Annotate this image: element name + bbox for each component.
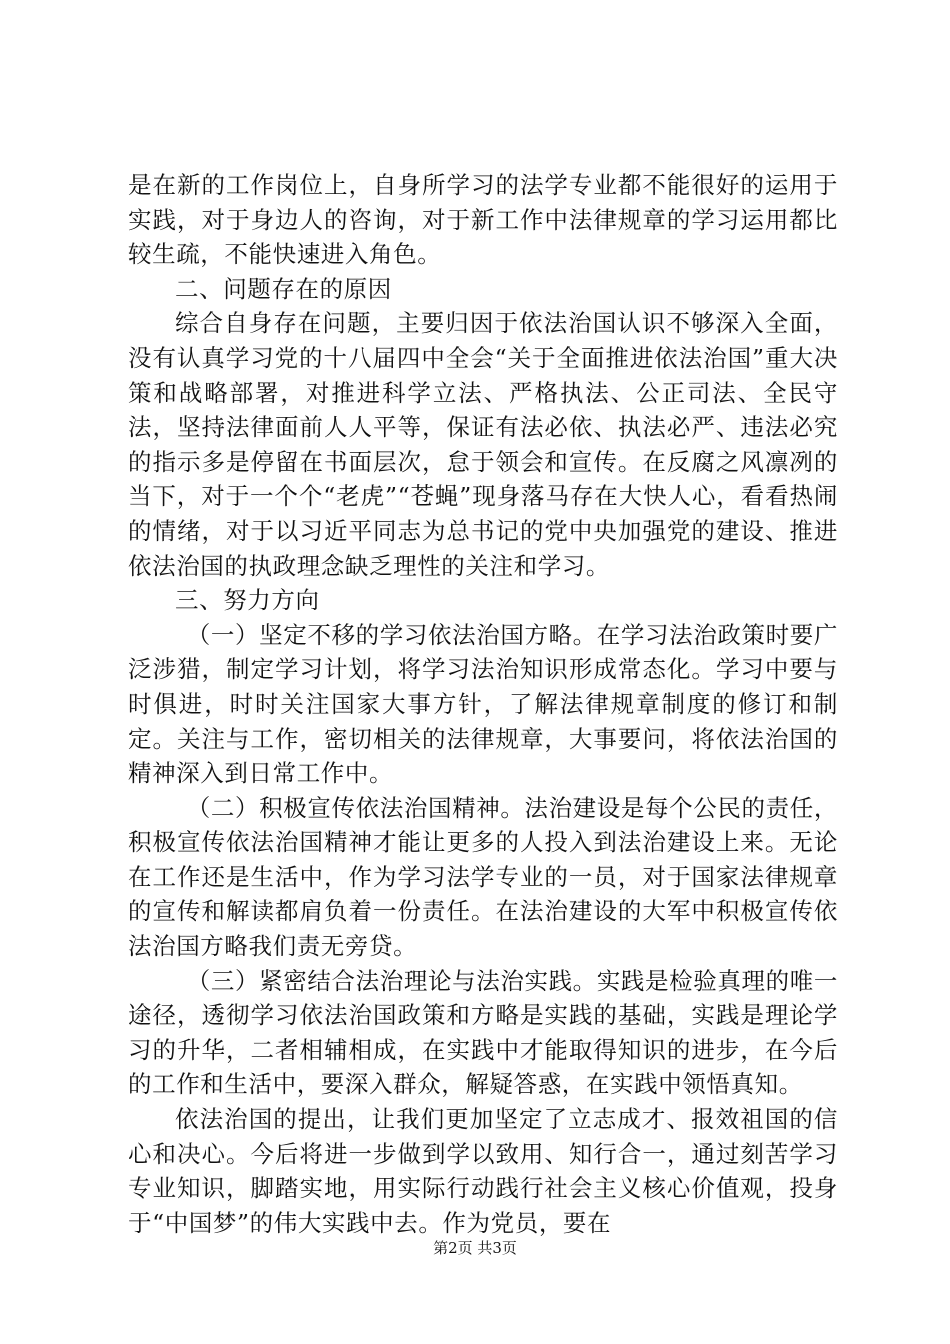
body-paragraph: （三）紧密结合法治理论与法治实践。实践是检验真理的唯一途径，透彻学习依法治国政策和方略是实践的基础，实践是理论学习的升华，二者相辅相成，在实践中才能取得知识的进步，在今后的工作和生活中，要深入群众，解疑答惑，在实践中领悟真知。 (128, 966, 838, 1099)
body-paragraph: （一）坚定不移的学习依法治国方略。在学习法治政策时要广泛涉猎，制定学习计划，将学习法治知识形成常态化。学习中要与时俱进，时时关注国家大事方针，了解法律规章制度的修订和制定。关注与工作，密切相关的法律规章，大事要问，将依法治国的精神深入到日常工作中。 (128, 620, 838, 788)
section-heading: 二、问题存在的原因 (175, 274, 392, 303)
body-paragraph: 是在新的工作岗位上，自身所学习的法学专业都不能很好的运用于实践，对于身边人的咨询，对于新工作中法律规章的学习运用都比较生疏，不能快速进入角色。 (128, 171, 838, 269)
body-paragraph: （二）积极宣传依法治国精神。法治建设是每个公民的责任，积极宣传依法治国精神才能让更多的人投入到法治建设上来。无论在工作还是生活中，作为学习法学专业的一员，对于国家法律规章的宣传和解读都肩负着一份责任。在法治建设的大军中积极宣传依法治国方略我们责无旁贷。 (128, 793, 838, 961)
document-body (128, 168, 838, 1240)
page-number-footer: 第2页 共3页 (433, 1239, 517, 1257)
section-heading: 三、努力方向 (175, 586, 320, 615)
body-paragraph: 依法治国的提出，让我们更加坚定了立志成才、报效祖国的信心和决心。今后将进一步做到学以致用、知行合一，通过刻苦学习专业知识，脚踏实地，用实际行动践行社会主义核心价值观，投身于“中国梦”的伟大实践中去。作为党员，要在 (128, 1105, 838, 1237)
body-paragraph: 综合自身存在问题，主要归因于依法治国认识不够深入全面，没有认真学习党的十八届四中全会“关于全面推进依法治国”重大决策和战略部署，对推进科学立法、严格执法、公正司法、全民守法，坚持法律面前人人平等，保证有法必依、执法必严、违法必究的指示多是停留在书面层次，怠于领会和宣传。在反腐之风凛冽的当下，对于一个个“老虎”“苍蝇”现身落马存在大快人心，看看热闹的情绪，对于以习近平同志为总书记的党中央加强党的建设、推进依法治国的执政理念缺乏理性的关注和学习。 (128, 309, 838, 580)
